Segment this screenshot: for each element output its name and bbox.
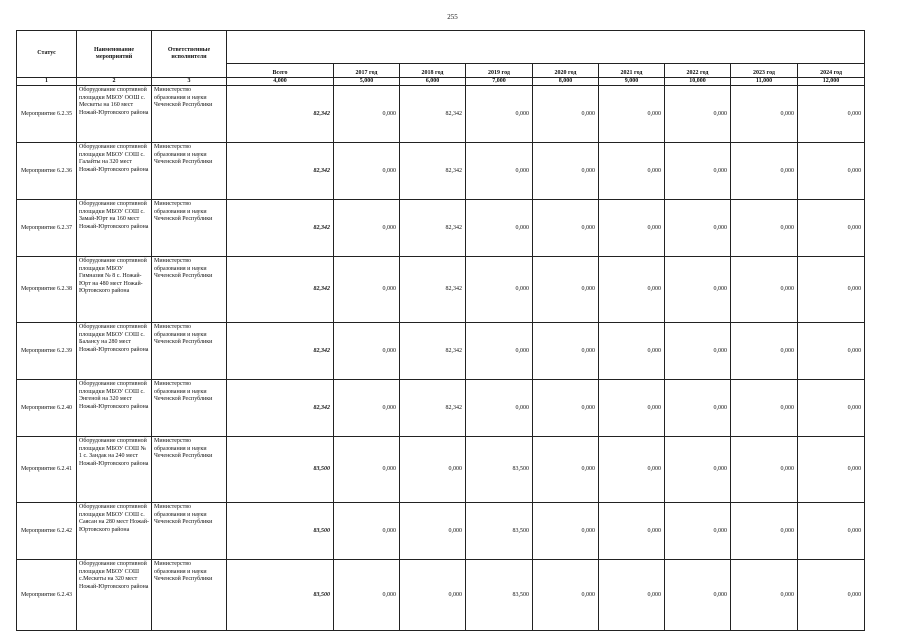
table-body xyxy=(17,86,865,631)
total-cell: 82,342 xyxy=(227,257,334,323)
responsible-cell: Министерство образования и науки Чеченской Республики xyxy=(152,86,227,143)
column-number: 9,000 xyxy=(599,78,665,86)
year-value-cell: 82,342 xyxy=(400,323,466,380)
status-cell: Мероприятие 6.2.37 xyxy=(17,200,77,257)
year-value-cell: 0,000 xyxy=(599,323,665,380)
total-cell: 83,500 xyxy=(227,560,334,631)
year-value-cell: 0,000 xyxy=(334,437,400,503)
column-number: 1 xyxy=(17,78,77,86)
responsible-cell: Министерство образования и науки Чеченской Республики xyxy=(152,200,227,257)
status-cell: Мероприятие 6.2.42 xyxy=(17,503,77,560)
column-number: 10,000 xyxy=(665,78,731,86)
year-value-cell: 0,000 xyxy=(334,503,400,560)
year-value-cell: 0,000 xyxy=(599,86,665,143)
total-cell: 82,342 xyxy=(227,86,334,143)
header-status: Статус xyxy=(17,31,77,78)
header-year: 2021 год xyxy=(599,64,665,78)
header-responsible: Ответственные исполнители xyxy=(152,31,227,78)
year-value-cell: 0,000 xyxy=(798,143,865,200)
table-row xyxy=(17,380,865,437)
year-value-cell: 0,000 xyxy=(466,380,533,437)
year-value-cell: 0,000 xyxy=(665,86,731,143)
measure-name-cell: Оборудование спортивной площадки МБОУ ООШ с. Мескеты на 160 мест Ножай-Юртовского района xyxy=(77,86,152,143)
measure-name-cell: Оборудование спортивной площадки МБОУ СОШ № 1 с. Зандак на 240 мест Ножай-Юртовского района xyxy=(77,437,152,503)
year-value-cell: 82,342 xyxy=(400,257,466,323)
total-cell: 82,342 xyxy=(227,143,334,200)
financing-table xyxy=(16,30,865,631)
table-row xyxy=(17,257,865,323)
year-value-cell: 0,000 xyxy=(599,560,665,631)
year-value-cell: 0,000 xyxy=(665,323,731,380)
year-value-cell: 0,000 xyxy=(533,86,599,143)
measure-name-cell: Оборудование спортивной площадки МБОУ СОШ с.Мескеты на 320 мест Ножай-Юртовского района xyxy=(77,560,152,631)
year-value-cell: 0,000 xyxy=(798,86,865,143)
header-year: 2020 год xyxy=(533,64,599,78)
header-year: 2019 год xyxy=(466,64,533,78)
year-value-cell: 0,000 xyxy=(665,503,731,560)
year-value-cell: 0,000 xyxy=(466,143,533,200)
year-value-cell: 0,000 xyxy=(731,323,798,380)
responsible-cell: Министерство образования и науки Чеченской Республики xyxy=(152,257,227,323)
table-row xyxy=(17,560,865,631)
measure-name-cell: Оборудование спортивной площадки МБОУ СОШ с. Энгеной на 320 мест Ножай-Юртовского района xyxy=(77,380,152,437)
column-number: 11,000 xyxy=(731,78,798,86)
year-value-cell: 0,000 xyxy=(798,560,865,631)
year-value-cell: 0,000 xyxy=(334,323,400,380)
status-cell: Мероприятие 6.2.41 xyxy=(17,437,77,503)
table-row xyxy=(17,86,865,143)
year-value-cell: 0,000 xyxy=(731,143,798,200)
responsible-cell: Министерство образования и науки Чеченской Республики xyxy=(152,143,227,200)
responsible-cell: Министерство образования и науки Чеченской Республики xyxy=(152,380,227,437)
year-value-cell: 82,342 xyxy=(400,380,466,437)
year-value-cell: 0,000 xyxy=(798,380,865,437)
year-value-cell: 0,000 xyxy=(334,200,400,257)
column-number: 8,000 xyxy=(533,78,599,86)
year-value-cell: 0,000 xyxy=(533,143,599,200)
year-value-cell: 0,000 xyxy=(665,380,731,437)
year-value-cell: 0,000 xyxy=(665,143,731,200)
total-cell: 83,500 xyxy=(227,437,334,503)
year-value-cell: 0,000 xyxy=(599,257,665,323)
year-value-cell: 0,000 xyxy=(533,437,599,503)
year-value-cell: 0,000 xyxy=(665,560,731,631)
header-year: 2023 год xyxy=(731,64,798,78)
year-value-cell: 0,000 xyxy=(533,257,599,323)
year-value-cell: 83,500 xyxy=(466,503,533,560)
year-value-cell: 82,342 xyxy=(400,86,466,143)
total-cell: 82,342 xyxy=(227,380,334,437)
year-value-cell: 0,000 xyxy=(400,437,466,503)
responsible-cell: Министерство образования и науки Чеченской Республики xyxy=(152,437,227,503)
year-value-cell: 0,000 xyxy=(466,200,533,257)
table-row xyxy=(17,437,865,503)
year-value-cell: 0,000 xyxy=(798,503,865,560)
measure-name-cell: Оборудование спортивной площадки МБОУ Гимназия № 8 с. Ножай-Юрт на 480 мест Ножай-Юртовского района xyxy=(77,257,152,323)
year-value-cell: 0,000 xyxy=(334,86,400,143)
column-number: 6,000 xyxy=(400,78,466,86)
year-value-cell: 0,000 xyxy=(334,380,400,437)
page-number: 255 xyxy=(447,13,458,21)
status-cell: Мероприятие 6.2.35 xyxy=(17,86,77,143)
responsible-cell: Министерство образования и науки Чеченской Республики xyxy=(152,323,227,380)
table-row xyxy=(17,200,865,257)
year-value-cell: 0,000 xyxy=(731,200,798,257)
total-cell: 83,500 xyxy=(227,503,334,560)
year-value-cell: 0,000 xyxy=(798,257,865,323)
year-value-cell: 0,000 xyxy=(599,200,665,257)
year-value-cell: 0,000 xyxy=(665,257,731,323)
year-value-cell: 82,342 xyxy=(400,200,466,257)
year-value-cell: 0,000 xyxy=(533,560,599,631)
year-value-cell: 0,000 xyxy=(731,86,798,143)
year-value-cell: 0,000 xyxy=(599,437,665,503)
year-value-cell: 0,000 xyxy=(400,503,466,560)
status-cell: Мероприятие 6.2.40 xyxy=(17,380,77,437)
status-cell: Мероприятие 6.2.36 xyxy=(17,143,77,200)
table-row xyxy=(17,503,865,560)
year-value-cell: 0,000 xyxy=(731,257,798,323)
column-number-row xyxy=(17,78,865,86)
measure-name-cell: Оборудование спортивной площадки МБОУ СОШ с. Саясан на 280 мест Ножай-Юртовского района xyxy=(77,503,152,560)
year-value-cell: 0,000 xyxy=(466,257,533,323)
year-value-cell: 0,000 xyxy=(400,560,466,631)
measure-name-cell: Оборудование спортивной площадки МБОУ СОШ с. Замай-Юрт на 160 мест Ножай-Юртовского района xyxy=(77,200,152,257)
year-value-cell: 0,000 xyxy=(533,503,599,560)
header-name: Наименование мероприятий xyxy=(77,31,152,78)
column-number: 7,000 xyxy=(466,78,533,86)
responsible-cell: Министерство образования и науки Чеченской Республики xyxy=(152,560,227,631)
year-value-cell: 0,000 xyxy=(599,503,665,560)
year-value-cell: 0,000 xyxy=(731,437,798,503)
year-value-cell: 0,000 xyxy=(731,503,798,560)
column-number: 12,000 xyxy=(798,78,865,86)
year-value-cell: 83,500 xyxy=(466,560,533,631)
status-cell: Мероприятие 6.2.43 xyxy=(17,560,77,631)
year-value-cell: 0,000 xyxy=(665,437,731,503)
year-value-cell: 0,000 xyxy=(798,200,865,257)
year-value-cell: 0,000 xyxy=(533,380,599,437)
measure-name-cell: Оборудование спортивной площадки МБОУ СОШ с. Балансу на 280 мест Ножай-Юртовского района xyxy=(77,323,152,380)
year-value-cell: 0,000 xyxy=(798,323,865,380)
year-value-cell: 0,000 xyxy=(466,323,533,380)
column-number: 4,000 xyxy=(227,78,334,86)
year-value-cell: 0,000 xyxy=(533,323,599,380)
year-value-cell: 82,342 xyxy=(400,143,466,200)
year-value-cell: 0,000 xyxy=(466,86,533,143)
year-value-cell: 0,000 xyxy=(599,143,665,200)
table-row xyxy=(17,323,865,380)
status-cell: Мероприятие 6.2.39 xyxy=(17,323,77,380)
status-cell: Мероприятие 6.2.38 xyxy=(17,257,77,323)
column-number: 2 xyxy=(77,78,152,86)
header-year: 2018 год xyxy=(400,64,466,78)
table-row xyxy=(17,143,865,200)
column-number: 5,000 xyxy=(334,78,400,86)
measure-name-cell: Оборудование спортивной площадки МБОУ СОШ с. Галайты на 320 мест Ножай-Юртовского района xyxy=(77,143,152,200)
year-value-cell: 83,500 xyxy=(466,437,533,503)
header-total: Всего xyxy=(227,64,334,78)
responsible-cell: Министерство образования и науки Чеченской Республики xyxy=(152,503,227,560)
header-year: 2024 год xyxy=(798,64,865,78)
header-blank xyxy=(227,31,865,64)
year-value-cell: 0,000 xyxy=(334,143,400,200)
year-value-cell: 0,000 xyxy=(533,200,599,257)
total-cell: 82,342 xyxy=(227,323,334,380)
total-cell: 82,342 xyxy=(227,200,334,257)
year-value-cell: 0,000 xyxy=(334,560,400,631)
year-value-cell: 0,000 xyxy=(665,200,731,257)
year-value-cell: 0,000 xyxy=(334,257,400,323)
header-year: 2022 год xyxy=(665,64,731,78)
year-value-cell: 0,000 xyxy=(798,437,865,503)
year-value-cell: 0,000 xyxy=(599,380,665,437)
year-value-cell: 0,000 xyxy=(731,380,798,437)
column-number: 3 xyxy=(152,78,227,86)
year-value-cell: 0,000 xyxy=(731,560,798,631)
header-year: 2017 год xyxy=(334,64,400,78)
